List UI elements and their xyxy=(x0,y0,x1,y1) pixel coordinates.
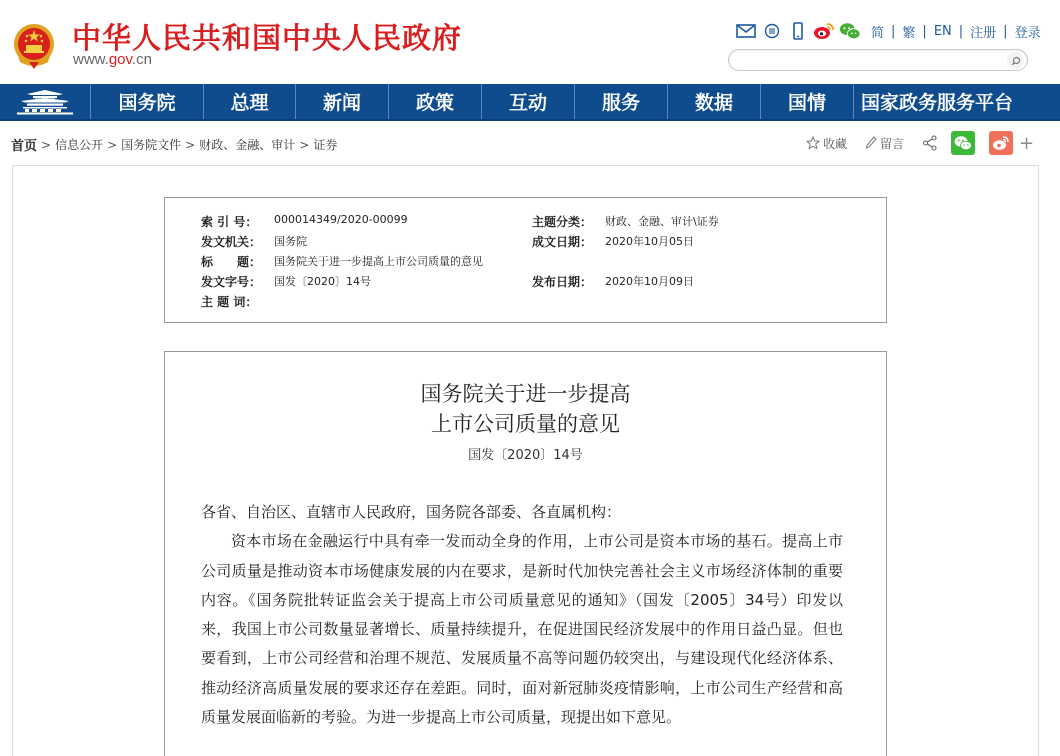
document-title-line2: 上市公司质量的意见 xyxy=(431,412,620,436)
breadcrumb-separator: > xyxy=(41,137,52,152)
breadcrumb-separator: > xyxy=(299,137,310,152)
meta-label: 成文日期： xyxy=(532,235,593,249)
meta-written-date xyxy=(532,233,694,250)
nav-item-state-council[interactable]: 国务院 xyxy=(91,84,204,119)
weibo-icon xyxy=(992,135,1010,151)
message-icon[interactable] xyxy=(761,21,783,41)
url-suffix: .cn xyxy=(131,51,152,68)
nav-item-policy[interactable]: 政策 xyxy=(389,84,482,119)
meta-publish-date xyxy=(532,273,694,290)
meta-value: 2020年10月05日 xyxy=(605,235,694,248)
meta-label: 发文字号： xyxy=(201,275,262,289)
separator: | xyxy=(1003,23,1008,39)
meta-issuer xyxy=(201,233,307,250)
separator: | xyxy=(891,23,896,39)
search-button[interactable] xyxy=(1007,52,1024,69)
meta-label: 主题分类： xyxy=(532,215,593,229)
breadcrumb-home[interactable]: 首页 xyxy=(11,139,38,154)
meta-label: 发布日期： xyxy=(532,275,593,289)
wechat-icon xyxy=(953,135,973,151)
url-prefix: www. xyxy=(73,51,109,68)
share-weibo-button[interactable] xyxy=(989,131,1013,155)
breadcrumb-securities[interactable]: 证券 xyxy=(313,138,338,152)
search-input[interactable] xyxy=(739,52,999,68)
breadcrumb xyxy=(11,135,337,154)
nav-item-premier[interactable]: 总理 xyxy=(204,84,296,119)
nav-item-services[interactable]: 服务 xyxy=(575,84,668,119)
meta-value: 财政、金融、审计\证券 xyxy=(605,215,719,228)
meta-label: 主 题 词： xyxy=(201,295,258,309)
document-body xyxy=(164,351,887,756)
search-icon xyxy=(1011,56,1021,66)
comment-label: 留言 xyxy=(880,136,905,151)
document-metadata xyxy=(164,197,887,323)
url-domain: gov xyxy=(108,51,132,68)
site-header xyxy=(0,0,1060,84)
document-number: 国发〔2020〕14号 xyxy=(468,448,583,463)
nav-item-national-conditions[interactable]: 国情 xyxy=(761,84,854,119)
nav-item-service-platform[interactable]: 国家政务服务平台 xyxy=(860,92,1013,114)
meta-value: 国发〔2020〕14号 xyxy=(274,275,371,288)
top-links xyxy=(735,21,1041,41)
mail-icon[interactable] xyxy=(735,21,757,41)
site-title[interactable]: 中华人民共和国中央人民政府 xyxy=(72,21,463,55)
more-share-button[interactable]: + xyxy=(1019,132,1035,154)
meta-value: 国务院 xyxy=(274,235,307,248)
paragraph: 资本市场在金融运行中具有牵一发而动全身的作用，上市公司是资本市场的基石。提高上市公司质量是推动资本市场健康发展的内在要求，是新时代加快完善社会主义市场经济体制的重要内容。《国务院批转证监会关于提高上市公司质量意见的通知》（国发〔2005〕34号）印发以来，我国上市公司数量显著增长、质量持续提升，在促进国民经济发展中的作用日益凸显。但也要看到，上市公司经营和治理不规范、发展质量不高等问题仍较突出，与建设现代化经济体系、推动经济高质量发展的要求还存在差距。同时，面对新冠肺炎疫情影响，上市公司生产经营和高质量发展面临新的考验。为进一步提高上市公司质量，现提出如下意见。 xyxy=(201,532,843,727)
breadcrumb-finance[interactable]: 财政、金融、审计 xyxy=(199,138,296,152)
login-link[interactable]: 登录 xyxy=(1014,25,1041,41)
meta-label: 索 引 号： xyxy=(201,215,258,229)
english-link[interactable]: EN xyxy=(933,23,952,39)
favorite-label: 收藏 xyxy=(823,136,848,151)
breadcrumb-separator: > xyxy=(185,137,196,152)
register-link[interactable]: 注册 xyxy=(970,25,997,41)
share-icon xyxy=(922,135,938,151)
meta-subject-words xyxy=(201,293,274,310)
search-box xyxy=(728,49,1028,71)
separator: | xyxy=(958,23,964,39)
simplified-chinese-link[interactable]: 简 xyxy=(871,25,885,41)
salutation: 各省、自治区、直辖市人民政府，国务院各部委、各直属机构： xyxy=(201,503,622,521)
document-title-line1: 国务院关于进一步提高 xyxy=(420,382,631,406)
national-emblem-icon[interactable] xyxy=(12,22,56,70)
main-nav xyxy=(0,84,1060,121)
meta-index-no xyxy=(201,213,408,230)
share-wechat-button[interactable] xyxy=(951,131,975,155)
site-url[interactable] xyxy=(73,51,152,68)
meta-doc-no xyxy=(201,273,371,290)
meta-label: 标 题： xyxy=(201,255,262,269)
nav-item-data[interactable]: 数据 xyxy=(668,84,761,119)
wechat-icon[interactable] xyxy=(839,21,861,41)
favorite-button[interactable] xyxy=(806,135,847,152)
breadcrumb-info-disclosure[interactable]: 信息公开 xyxy=(55,138,104,152)
document-text xyxy=(201,498,843,732)
breadcrumb-separator: > xyxy=(107,137,118,152)
mobile-icon[interactable] xyxy=(787,21,809,41)
separator: | xyxy=(922,23,927,39)
nav-item-news[interactable]: 新闻 xyxy=(296,84,389,119)
pencil-icon xyxy=(865,136,877,150)
breadcrumb-state-council-docs[interactable]: 国务院文件 xyxy=(121,138,182,152)
nav-home[interactable] xyxy=(0,84,91,119)
share-button[interactable] xyxy=(922,135,938,151)
meta-title xyxy=(201,253,483,270)
article-tools xyxy=(806,131,1034,155)
weibo-icon[interactable] xyxy=(813,21,835,41)
tiananmen-icon xyxy=(15,89,75,115)
meta-value: 国务院关于进一步提高上市公司质量的意见 xyxy=(274,255,483,268)
comment-button[interactable] xyxy=(865,135,904,152)
article-container xyxy=(12,165,1039,756)
meta-label: 发文机关： xyxy=(201,235,262,249)
meta-value: 000014349/2020-00099 xyxy=(274,213,408,226)
star-icon xyxy=(806,136,820,150)
meta-value: 2020年10月09日 xyxy=(605,275,694,288)
nav-item-interaction[interactable]: 互动 xyxy=(482,84,575,119)
traditional-chinese-link[interactable]: 繁 xyxy=(902,25,916,41)
meta-category xyxy=(532,213,719,230)
